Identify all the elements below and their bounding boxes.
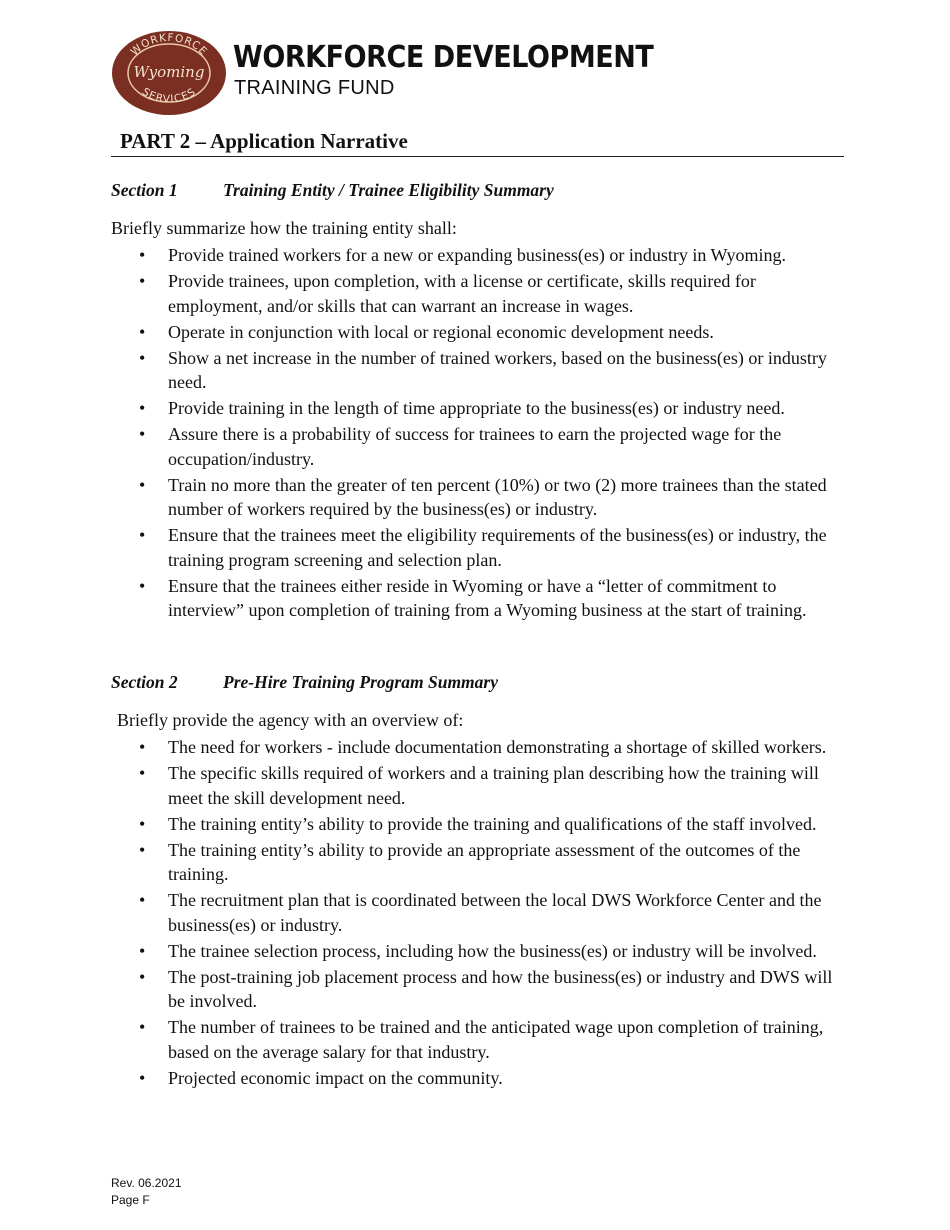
page-footer [111,1175,182,1209]
bullet-icon: • [139,763,146,783]
list-item-text: Assure there is a probability of success for trainees to earn the projected wage for the occupation/industry. [168,424,782,469]
list-item [111,761,851,810]
list-item-text: Operate in conjunction with local or regional economic development needs. [168,321,714,342]
list-item [111,473,851,522]
bullet-icon: • [139,525,146,545]
bullet-icon: • [139,966,146,987]
list-item [111,965,851,1014]
list-item-text: The training entity’s ability to provide the training and qualifications of the staff involved. [168,813,817,834]
bullet-icon: • [139,347,146,368]
bullet-icon: • [139,474,146,495]
section-1-number: Section 1 [111,180,178,200]
bullet-icon: • [139,890,146,910]
list-item [111,574,851,623]
section-2-number: Section 2 [111,672,178,692]
list-item [111,838,851,887]
revision-label: Rev. 06.2021 [111,1176,182,1190]
section-2-title: Pre-Hire Training Program Summary [223,672,499,692]
section-2-list [111,735,851,1092]
list-item-text: The recruitment plan that is coordinated between the local DWS Workforce Center and the business(es) or industry. [168,890,822,935]
list-item [111,396,851,421]
list-item [111,346,851,395]
bullet-icon: • [139,575,146,596]
svg-text:SERVICES: SERVICES [139,85,199,106]
svg-text:WORKFORCE: WORKFORCE [128,31,210,59]
bullet-icon: • [139,737,146,757]
bullet-icon: • [139,245,146,265]
section-1-list [111,243,851,624]
page-label: Page F [111,1193,150,1207]
list-item [111,269,851,318]
brand-subtitle: TRAINING FUND [234,77,395,99]
bullet-icon: • [139,1067,146,1088]
section-2-intro: Briefly provide the agency with an overview of: [117,710,464,730]
brand-title: WORKFORCE DEVELOPMENT [233,40,654,75]
list-item-text: The need for workers - include documentation demonstrating a shortage of skilled workers. [168,737,827,757]
wyoming-workforce-services-logo [111,30,227,116]
bullet-icon: • [139,424,146,444]
list-item [111,735,851,760]
bullet-icon: • [139,271,146,291]
bullet-icon: • [139,1017,146,1037]
list-item-text: Show a net increase in the number of trained workers, based on the business(es) or industry need. [168,347,827,392]
bullet-icon: • [139,940,146,961]
document-header [111,30,654,120]
list-item-text: Ensure that the trainees meet the eligibility requirements of the business(es) or industry, the training program screening and selection plan. [168,525,827,570]
part-title: PART 2 – Application Narrative [111,129,844,157]
list-item [111,320,851,345]
list-item-text: The number of trainees to be trained and the anticipated wage upon completion of training, based on the average salary for that industry. [168,1017,824,1062]
bullet-icon: • [139,321,146,342]
svg-text:Wyoming: Wyoming [133,63,205,81]
list-item-text: Projected economic impact on the community. [168,1067,503,1088]
section-1-title: Training Entity / Trainee Eligibility Summary [223,180,554,200]
list-item [111,243,851,268]
list-item-text: Provide trainees, upon completion, with a license or certificate, skills required for employment, and/or skills that can warrant an increase in wages. [168,271,756,316]
list-item [111,523,851,572]
list-item [111,939,851,964]
section-2-heading [111,672,498,693]
section-1-intro: Briefly summarize how the training entity shall: [111,218,457,238]
list-item [111,1015,851,1064]
list-item-text: The specific skills required of workers and a training plan describing how the training will meet the skill development need. [168,763,819,808]
bullet-icon: • [139,813,146,834]
list-item-text: Ensure that the trainees either reside in Wyoming or have a “letter of commitment to interview” upon completion of training from a Wyoming business at the start of training. [168,575,807,620]
list-item-text: Provide training in the length of time appropriate to the business(es) or industry need. [168,398,785,418]
list-item [111,1066,851,1091]
list-item-text: The training entity’s ability to provide an appropriate assessment of the outcomes of the training. [168,839,801,884]
list-item-text: Train no more than the greater of ten percent (10%) or two (2) more trainees than the stated number of workers required by the business(es) or industry. [168,474,827,519]
list-item [111,422,851,471]
bullet-icon: • [139,839,146,860]
list-item-text: The trainee selection process, including how the business(es) or industry will be involved. [168,940,817,961]
list-item [111,888,851,937]
list-item-text: Provide trained workers for a new or expanding business(es) or industry in Wyoming. [168,245,786,265]
bullet-icon: • [139,398,146,418]
list-item [111,812,851,837]
section-1-heading [111,180,554,201]
list-item-text: The post-training job placement process and how the business(es) or industry and DWS will be involved. [168,966,833,1011]
